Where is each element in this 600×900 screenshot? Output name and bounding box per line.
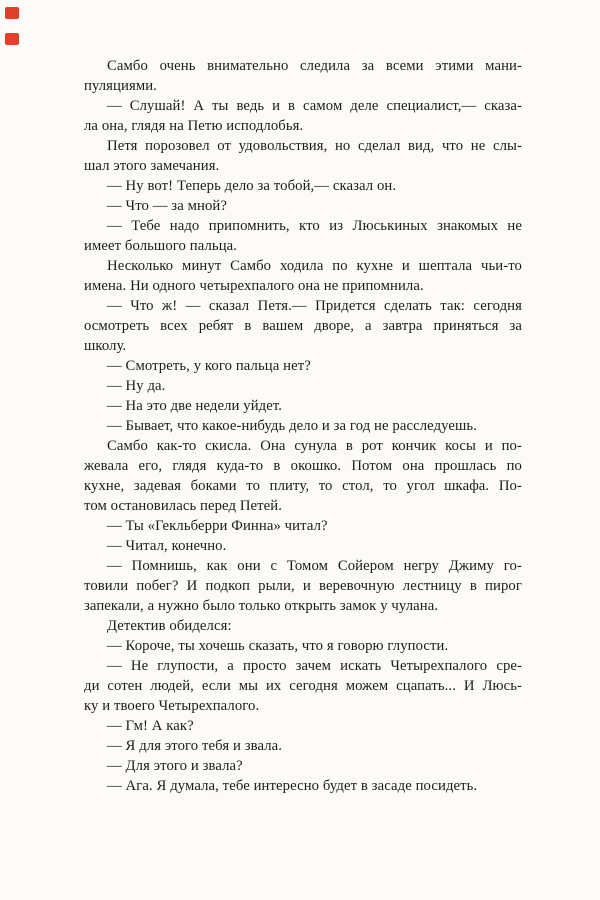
text-line: — Короче, ты хочешь сказать, что я говорю глупости. — [107, 638, 449, 654]
text-line: кухне, задевая боками то плиту, то стол, то угол шкафа. По- — [84, 478, 522, 494]
text-line: Самбо очень внимательно следила за всеми этими мани- — [107, 58, 522, 74]
text-line: Петя порозовел от удовольствия, но сделал вид, что не слы- — [107, 138, 522, 154]
paragraph — [84, 296, 522, 356]
paragraph — [84, 756, 522, 776]
text-line: — На это две недели уйдет. — [107, 398, 283, 414]
paragraph — [84, 396, 522, 416]
text-line: — Что — за мной? — [107, 198, 227, 214]
text-line: шал этого замечания. — [84, 158, 220, 174]
text-line: — Ну вот! Теперь дело за тобой,— сказал он. — [107, 178, 397, 194]
paragraph — [84, 96, 522, 136]
paragraph — [84, 716, 522, 736]
paragraph — [84, 616, 522, 636]
text-line: Самбо как-то скисла. Она сунула в рот кончик косы и по- — [107, 438, 522, 454]
text-line: — Бывает, что какое-нибудь дело и за год не расследуешь. — [107, 418, 477, 434]
paragraph — [84, 736, 522, 756]
text-line: том остановилась перед Петей. — [84, 498, 283, 514]
paragraph — [84, 376, 522, 396]
scan-artifact-mark — [5, 7, 19, 19]
text-line: товили побег? И подкоп рыли, и веревочную лестницу в пирог — [84, 578, 522, 594]
paragraph — [84, 176, 522, 196]
text-line: имена. Ни одного четырехпалого она не припомнила. — [84, 278, 424, 294]
paragraph — [84, 556, 522, 616]
paragraph — [84, 136, 522, 176]
paragraph — [84, 656, 522, 716]
text-line: ку и твоего Четырехпалого. — [84, 698, 260, 714]
text-block — [84, 56, 522, 796]
paragraph — [84, 416, 522, 436]
paragraph — [84, 256, 522, 296]
text-line: ла она, глядя на Петю исподлобья. — [84, 118, 304, 134]
text-line: — Что ж! — сказал Петя.— Придется сделать так: сегодня — [107, 298, 522, 314]
paragraph — [84, 536, 522, 556]
text-line: — Помнишь, как они с Томом Сойером негру Джиму го- — [107, 558, 522, 574]
text-line: — Слушай! А ты ведь и в самом деле специалист,— сказа- — [107, 98, 522, 114]
text-line: Несколько минут Самбо ходила по кухне и шептала чьи-то — [107, 258, 522, 274]
paragraph — [84, 516, 522, 536]
text-line: — Гм! А как? — [107, 718, 194, 734]
paragraph — [84, 196, 522, 216]
text-line: — Для этого и звала? — [107, 758, 243, 774]
text-line: жевала его, глядя куда-то в окошко. Потом она прошлась по — [84, 458, 522, 474]
paragraph — [84, 56, 522, 96]
text-line: — Я для этого тебя и звала. — [107, 738, 283, 754]
text-line: — Не глупости, а просто зачем искать Четырехпалого сре- — [107, 658, 522, 674]
paragraph — [84, 636, 522, 656]
text-line: школу. — [84, 338, 127, 354]
paragraph — [84, 436, 522, 516]
text-line: запекали, а нужно было только открыть замок у чулана. — [84, 598, 439, 614]
text-line: — Читал, конечно. — [107, 538, 227, 554]
text-line: пуляциями. — [84, 78, 157, 94]
text-line: — Ты «Гекльберри Финна» читал? — [107, 518, 328, 534]
text-line: ди сотен людей, если мы их сегодня можем сцапать... И Люсь- — [84, 678, 522, 694]
paragraph — [84, 776, 522, 796]
text-line: — Ну да. — [107, 378, 166, 394]
paragraph — [84, 216, 522, 256]
text-line: — Смотреть, у кого пальца нет? — [107, 358, 311, 374]
paragraph — [84, 356, 522, 376]
text-line: имеет большого пальца. — [84, 238, 238, 254]
scan-artifact-mark — [5, 33, 19, 45]
text-line: — Ага. Я думала, тебе интересно будет в засаде посидеть. — [107, 778, 478, 794]
text-line: осмотреть всех ребят в вашем дворе, а завтра приняться за — [84, 318, 522, 334]
text-line: — Тебе надо припомнить, кто из Люськиных знакомых не — [107, 218, 522, 234]
text-line: Детектив обиделся: — [107, 618, 232, 634]
